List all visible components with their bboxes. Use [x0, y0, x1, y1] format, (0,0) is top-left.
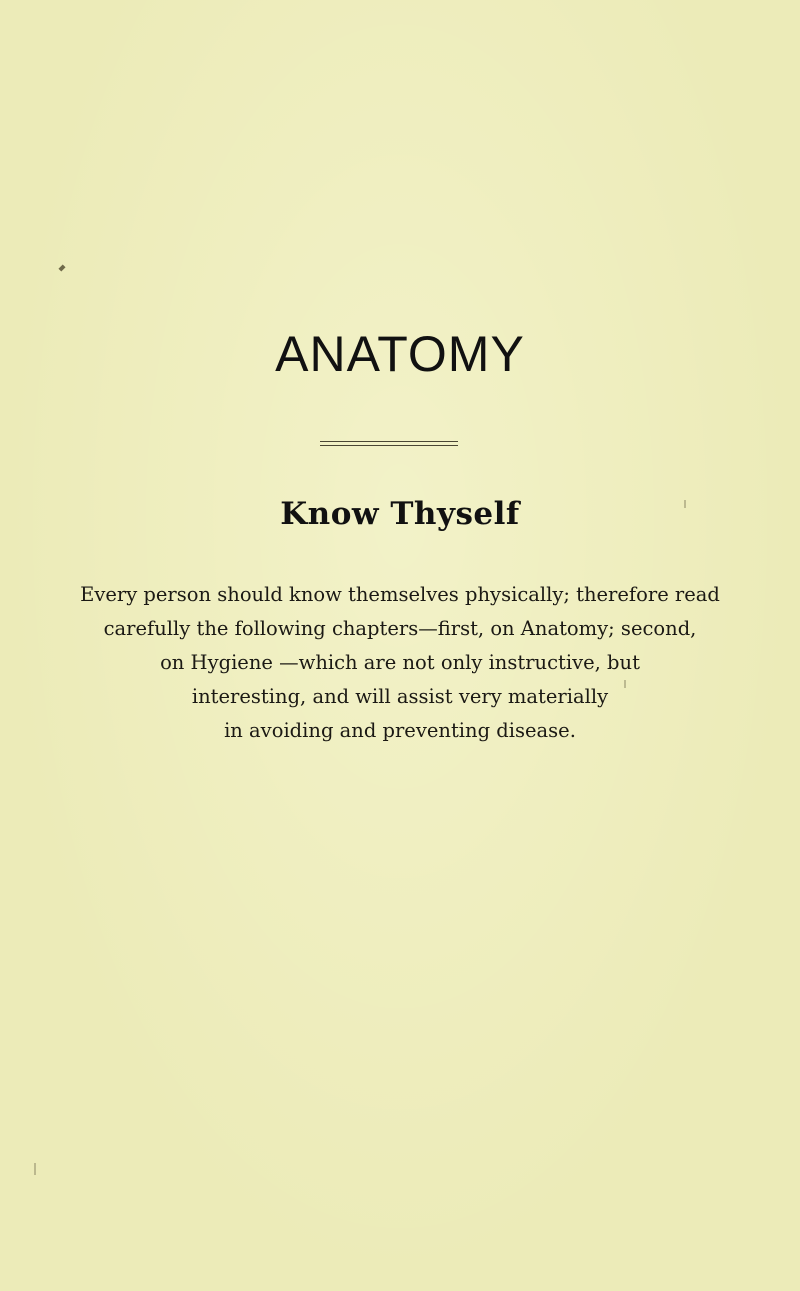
title-divider [320, 441, 458, 449]
paragraph-line: in avoiding and preventing disease. [224, 719, 576, 742]
paragraph-line: Every person should know themselves physically; therefore read [80, 583, 720, 606]
paper-speck [34, 1163, 36, 1175]
paragraph-line: interesting, and will assist very materially [191, 685, 609, 708]
margin-mark [58, 264, 65, 271]
paper-speck [624, 680, 626, 688]
paper-speck [684, 500, 686, 508]
paragraph-line: on Hygiene —which are not only instructive, but [160, 651, 640, 674]
page-subtitle: Know Thyself [280, 496, 520, 532]
intro-paragraph [40, 578, 760, 748]
page-title: ANATOMY [275, 326, 525, 382]
paragraph-line: carefully the following chapters—first, on Anatomy; second, [103, 617, 697, 640]
